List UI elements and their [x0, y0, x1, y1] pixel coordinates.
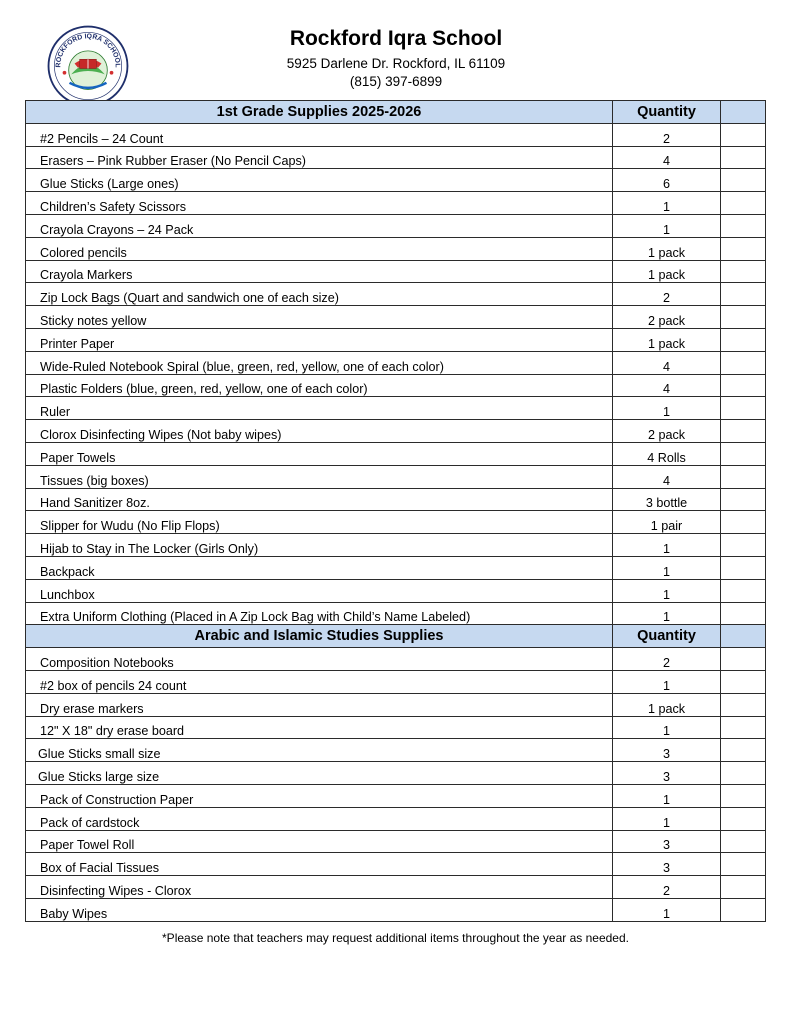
check-cell	[721, 237, 766, 260]
item-quantity: 3	[613, 762, 721, 785]
item-name: 12" X 18" dry erase board	[26, 716, 613, 739]
table-row	[26, 420, 766, 443]
item-quantity: 1	[613, 397, 721, 420]
table-row	[26, 214, 766, 237]
table-row	[26, 762, 766, 785]
check-cell	[721, 442, 766, 465]
item-quantity: 4	[613, 374, 721, 397]
item-quantity: 2	[613, 283, 721, 306]
item-name: Hijab to Stay in The Locker (Girls Only)	[26, 534, 613, 557]
item-quantity: 2	[613, 123, 721, 146]
logo-text: ROCKFORD IQRA SCHOOL	[55, 33, 121, 68]
item-quantity: 1	[613, 898, 721, 921]
item-quantity: 1	[613, 192, 721, 215]
item-name: Plastic Folders (blue, green, red, yellow, one of each color)	[26, 374, 613, 397]
school-logo	[44, 24, 132, 108]
item-name: Glue Sticks (Large ones)	[26, 169, 613, 192]
check-cell	[721, 556, 766, 579]
supplies-table-body	[26, 101, 766, 922]
item-name: Children’s Safety Scissors	[26, 192, 613, 215]
item-quantity: 1	[613, 807, 721, 830]
table-row	[26, 146, 766, 169]
check-cell	[721, 488, 766, 511]
item-name: Paper Towels	[26, 442, 613, 465]
item-name: Extra Uniform Clothing (Placed in A Zip Lock Bag with Child’s Name Labeled)	[26, 602, 613, 625]
check-cell	[721, 465, 766, 488]
check-cell	[721, 693, 766, 716]
section-title: 1st Grade Supplies 2025-2026	[26, 101, 613, 124]
item-quantity: 1	[613, 534, 721, 557]
table-row	[26, 579, 766, 602]
school-name: Rockford Iqra School	[289, 27, 503, 50]
check-cell	[721, 876, 766, 899]
section-header-row	[26, 625, 766, 648]
table-row	[26, 283, 766, 306]
item-quantity: 4	[613, 465, 721, 488]
check-cell	[721, 351, 766, 374]
item-quantity: 1	[613, 716, 721, 739]
item-name: Lunchbox	[26, 579, 613, 602]
check-cell	[721, 260, 766, 283]
check-cell	[721, 739, 766, 762]
school-address: 5925 Darlene Dr. Rockford, IL 61109	[286, 56, 506, 71]
table-row	[26, 488, 766, 511]
item-name: Colored pencils	[26, 237, 613, 260]
table-row	[26, 556, 766, 579]
item-quantity: 4	[613, 146, 721, 169]
quantity-header: Quantity	[613, 625, 721, 648]
check-cell	[721, 328, 766, 351]
check-cell	[721, 511, 766, 534]
item-name: Box of Facial Tissues	[26, 853, 613, 876]
table-row	[26, 534, 766, 557]
check-cell	[721, 762, 766, 785]
item-name: Glue Sticks large size	[26, 762, 613, 785]
table-row	[26, 784, 766, 807]
table-row	[26, 192, 766, 215]
table-row	[26, 739, 766, 762]
item-name: Zip Lock Bags (Quart and sandwich one of each size)	[26, 283, 613, 306]
check-cell	[721, 716, 766, 739]
page-header	[0, 18, 791, 98]
school-phone: (815) 397-6899	[349, 74, 443, 89]
table-row	[26, 648, 766, 671]
table-row	[26, 465, 766, 488]
item-quantity: 1	[613, 214, 721, 237]
table-row	[26, 898, 766, 921]
check-cell	[721, 602, 766, 625]
item-name: Pack of Construction Paper	[26, 784, 613, 807]
item-name: Printer Paper	[26, 328, 613, 351]
item-name: Sticky notes yellow	[26, 306, 613, 329]
item-name: Ruler	[26, 397, 613, 420]
footnote: *Please note that teachers may request additional items throughout the year as needed.	[162, 931, 629, 945]
table-row	[26, 374, 766, 397]
item-quantity: 1	[613, 670, 721, 693]
check-cell	[721, 306, 766, 329]
table-row	[26, 670, 766, 693]
check-cell	[721, 830, 766, 853]
item-name: Wide-Ruled Notebook Spiral (blue, green, red, yellow, one of each color)	[26, 351, 613, 374]
check-cell	[721, 146, 766, 169]
item-name: Baby Wipes	[26, 898, 613, 921]
item-quantity: 1 pack	[613, 260, 721, 283]
table-row	[26, 442, 766, 465]
table-row	[26, 602, 766, 625]
table-row	[26, 169, 766, 192]
check-cell	[721, 853, 766, 876]
item-name: Disinfecting Wipes - Clorox	[26, 876, 613, 899]
item-quantity: 1 pack	[613, 693, 721, 716]
item-name: Hand Sanitizer 8oz.	[26, 488, 613, 511]
table-row	[26, 511, 766, 534]
table-row	[26, 876, 766, 899]
item-quantity: 2	[613, 876, 721, 899]
table-row	[26, 693, 766, 716]
blank-check-header	[721, 625, 766, 648]
quantity-header: Quantity	[613, 101, 721, 124]
check-cell	[721, 420, 766, 443]
item-quantity: 1	[613, 579, 721, 602]
item-name: Glue Sticks small size	[26, 739, 613, 762]
table-row	[26, 306, 766, 329]
item-quantity: 1 pack	[613, 237, 721, 260]
table-row	[26, 328, 766, 351]
blank-check-header	[721, 101, 766, 124]
check-cell	[721, 898, 766, 921]
check-cell	[721, 579, 766, 602]
item-name: Paper Towel Roll	[26, 830, 613, 853]
check-cell	[721, 214, 766, 237]
check-cell	[721, 123, 766, 146]
item-name: #2 box of pencils 24 count	[26, 670, 613, 693]
section-header-row	[26, 101, 766, 124]
item-quantity: 2 pack	[613, 420, 721, 443]
item-name: #2 Pencils – 24 Count	[26, 123, 613, 146]
item-name: Crayola Markers	[26, 260, 613, 283]
item-name: Slipper for Wudu (No Flip Flops)	[26, 511, 613, 534]
item-quantity: 1	[613, 602, 721, 625]
table-row	[26, 716, 766, 739]
table-row	[26, 351, 766, 374]
item-quantity: 4 Rolls	[613, 442, 721, 465]
check-cell	[721, 283, 766, 306]
item-name: Crayola Crayons – 24 Pack	[26, 214, 613, 237]
item-quantity: 2 pack	[613, 306, 721, 329]
table-row	[26, 123, 766, 146]
table-row	[26, 260, 766, 283]
check-cell	[721, 534, 766, 557]
check-cell	[721, 807, 766, 830]
supplies-table	[25, 100, 766, 922]
item-quantity: 2	[613, 648, 721, 671]
item-quantity: 1 pair	[613, 511, 721, 534]
section-title: Arabic and Islamic Studies Supplies	[26, 625, 613, 648]
item-name: Composition Notebooks	[26, 648, 613, 671]
item-name: Tissues (big boxes)	[26, 465, 613, 488]
check-cell	[721, 169, 766, 192]
check-cell	[721, 670, 766, 693]
table-row	[26, 237, 766, 260]
item-quantity: 4	[613, 351, 721, 374]
check-cell	[721, 784, 766, 807]
item-quantity: 3	[613, 853, 721, 876]
item-name: Pack of cardstock	[26, 807, 613, 830]
item-quantity: 3 bottle	[613, 488, 721, 511]
item-name: Erasers – Pink Rubber Eraser (No Pencil Caps)	[26, 146, 613, 169]
check-cell	[721, 374, 766, 397]
table-row	[26, 830, 766, 853]
check-cell	[721, 648, 766, 671]
item-name: Backpack	[26, 556, 613, 579]
table-row	[26, 807, 766, 830]
item-quantity: 3	[613, 830, 721, 853]
item-quantity: 3	[613, 739, 721, 762]
check-cell	[721, 397, 766, 420]
check-cell	[721, 192, 766, 215]
table-row	[26, 853, 766, 876]
item-quantity: 1	[613, 784, 721, 807]
item-quantity: 6	[613, 169, 721, 192]
item-quantity: 1 pack	[613, 328, 721, 351]
table-row	[26, 397, 766, 420]
item-name: Dry erase markers	[26, 693, 613, 716]
item-quantity: 1	[613, 556, 721, 579]
item-name: Clorox Disinfecting Wipes (Not baby wipes)	[26, 420, 613, 443]
